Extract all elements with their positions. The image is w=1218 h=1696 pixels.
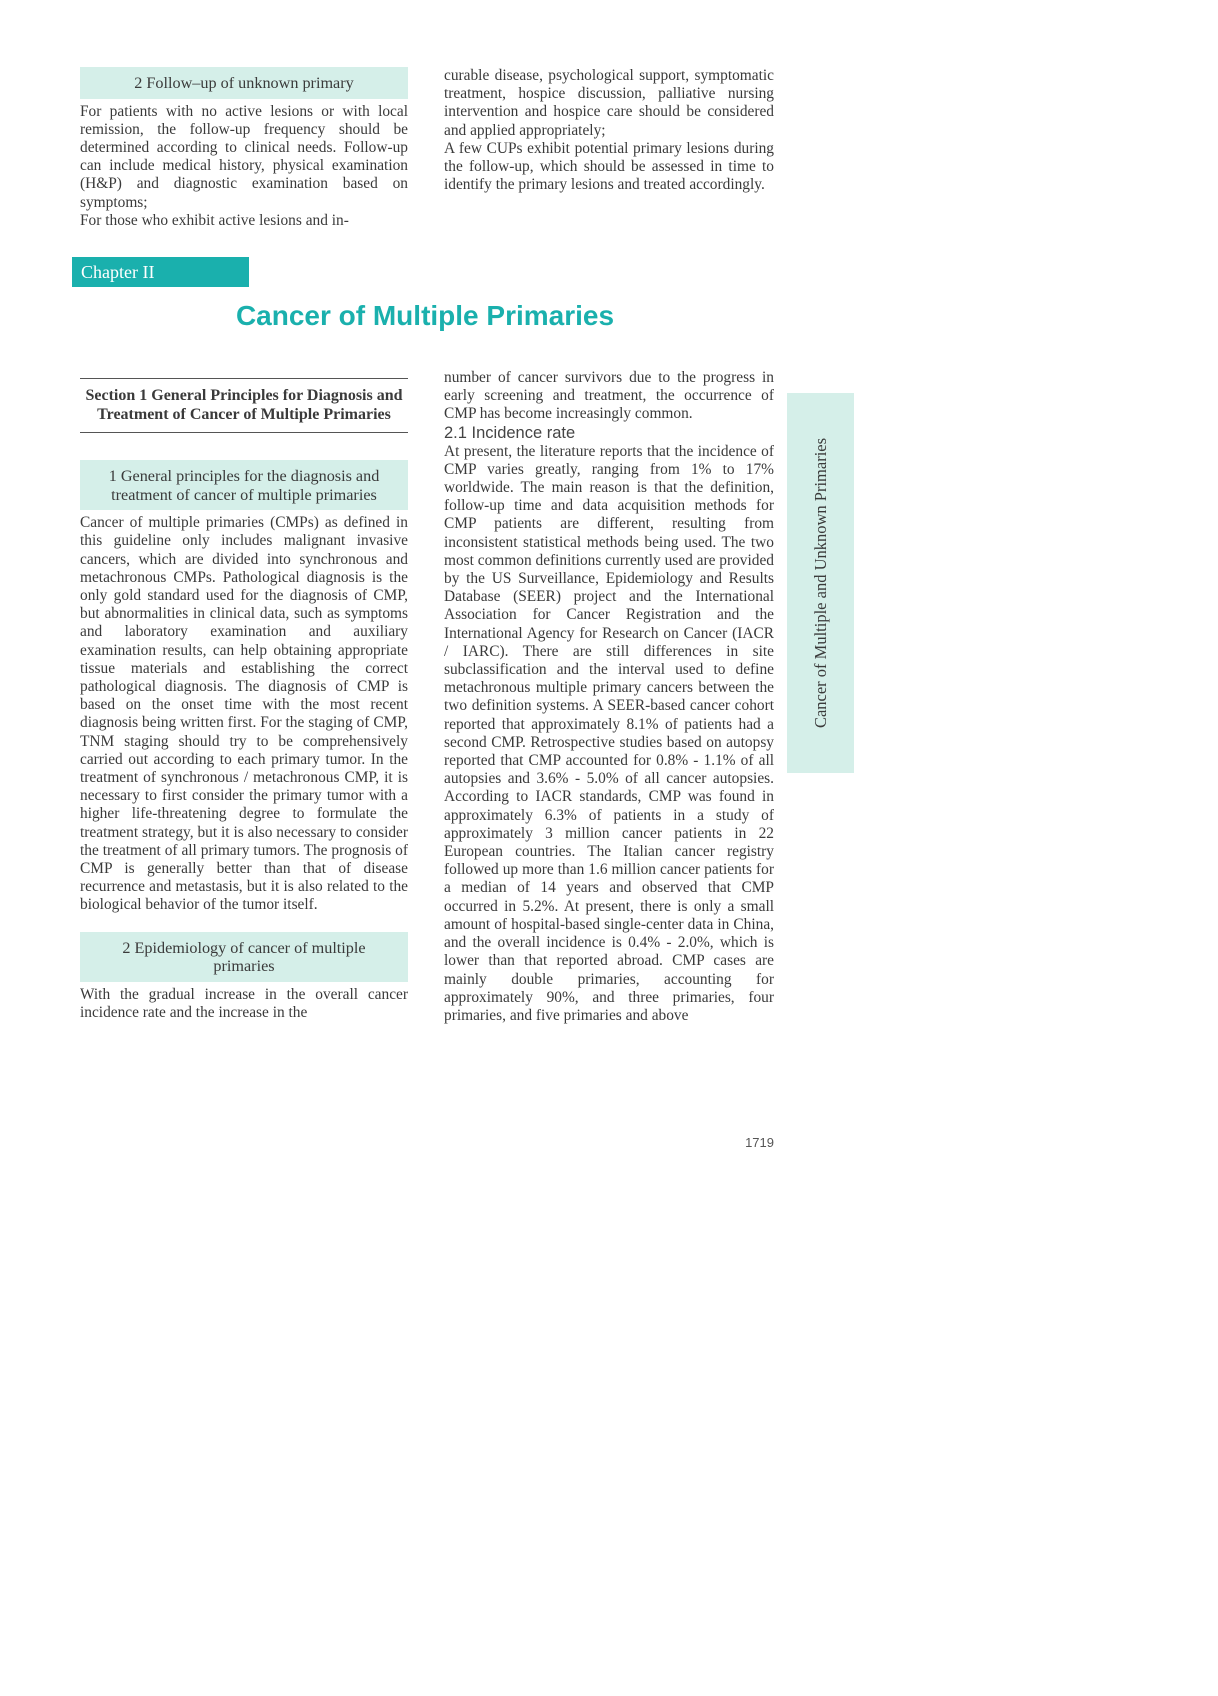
followup-paragraph-1: For patients with no active lesions or with local remission, the follow-up frequency should be determined according to clinical needs. Follow-up can include medical history, physical examination (H&P) and diagnostic examination based on symptoms; xyxy=(80,102,408,211)
incidence-subheading: 2.1 Incidence rate xyxy=(444,423,576,442)
left-column xyxy=(80,378,408,1022)
followup-heading: 2 Follow–up of unknown primary xyxy=(80,67,408,99)
chapter-title: Cancer of Multiple Primaries xyxy=(235,300,615,331)
chapter-tag: Chapter II xyxy=(72,257,249,287)
followup-paragraph-3: curable disease, psychological support, symptomatic treatment, hospice discussion, palliative nursing intervention and hospice care should be considered and applied appropriately; xyxy=(444,67,774,139)
incidence-paragraph: At present, the literature reports that the incidence of CMP varies greatly, ranging from 1% to 17% worldwide. The main reason is that the definition, follow-up time and data acquisition methods for CMP patients are different, resulting from inconsistent statistical methods being used. The two most common definitions currently used are provided by the US Surveillance, Epidemiology and Results Database (SEER) project and the International Association for Cancer Registration and the International Agency for Research on Cancer (IACR / IARC). There are still differences in site subclassification and the interval used to define metachronous multiple primary cancers between the two definition systems. A SEER-based cancer cohort reported that approximately 8.1% of patients had a second CMP. Retrospective studies based on autopsy reported that CMP accounted for 0.8% - 1.1% of all autopsies and 3.6% - 5.0% of all cancer autopsies. According to IACR standards, CMP was found in approximately 6.3% of patients in a study of approximately 3 million cancer patients in 22 European countries. The Italian cancer registry followed up more than 1.6 million cancer patients for a median of 14 years and observed that CMP occurred in 5.2%. At present, there is only a small amount of hospital-based single-center data in China, and the overall incidence is 0.4% - 2.0%, which is lower than that reported abroad. CMP cases are mainly double primaries, accounting for approximately 90%, and three primaries, four primaries, and five primaries and above xyxy=(444,442,774,1024)
followup-paragraph-2: For those who exhibit active lesions and in- xyxy=(80,211,349,229)
principles-heading: 1 General principles for the diagnosis and treatment of cancer of multiple primaries xyxy=(80,460,408,510)
side-tab-label: Cancer of Multiple and Unknown Primaries xyxy=(810,437,830,729)
top-left-column xyxy=(80,67,408,230)
epidemiology-paragraph-cont: number of cancer survivors due to the progress in early screening and treatment, the occurrence of CMP has become increasingly common. xyxy=(444,369,774,423)
epidemiology-heading: 2 Epidemiology of cancer of multiple primaries xyxy=(80,932,408,982)
principles-paragraph: Cancer of multiple primaries (CMPs) as defined in this guideline only includes malignant invasive cancers, which are divided into synchronous and metachronous CMPs. Pathological diagnosis is the only gold standard used for the diagnosis of CMP, but abnormalities in clinical data, such as symptoms and laboratory examination and auxiliary examination results, can help obtaining appropriate tissue materials and establishing the correct pathological diagnosis. The diagnosis of CMP is based on the onset time with the most recent diagnosis being written first. For the staging of CMP, TNM staging should try to be comprehensively carried out according to each primary tumor. In the treatment of synchronous / metachronous CMP, it is necessary to first consider the primary tumor with a higher life-threatening degree to formulate the treatment strategy, but it is also necessary to consider the treatment of all primary tumors. The prognosis of CMP is generally better than that of disease recurrence and metastasis, but it is also related to the biological behavior of the tumor itself. xyxy=(80,514,408,914)
page-number: 1719 xyxy=(745,1135,774,1150)
right-column xyxy=(444,369,774,1025)
followup-paragraph-4: A few CUPs exhibit potential primary lesions during the follow-up, which should be assessed in time to identify the primary lesions and treated accordingly. xyxy=(444,139,774,194)
top-right-column xyxy=(444,67,774,194)
epidemiology-paragraph: With the gradual increase in the overall cancer incidence rate and the increase in the xyxy=(80,985,408,1021)
section-heading: Section 1 General Principles for Diagnosis and Treatment of Cancer of Multiple Primaries xyxy=(80,378,408,433)
side-tab xyxy=(787,393,854,773)
